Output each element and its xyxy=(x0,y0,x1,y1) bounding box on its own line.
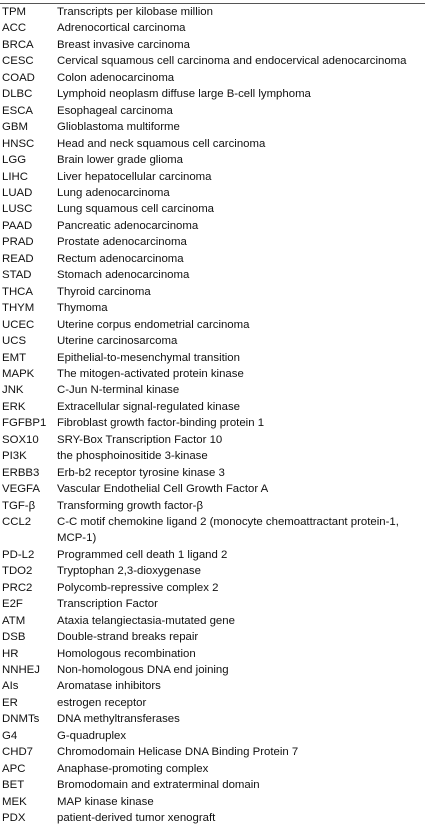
abbreviation-term: CCL2 xyxy=(2,516,32,529)
abbreviation-term: PDX xyxy=(2,812,26,825)
abbreviation-row xyxy=(0,613,425,629)
abbreviation-row xyxy=(0,678,425,694)
abbreviation-row xyxy=(0,53,425,69)
abbreviation-definition: MAP kinase kinase xyxy=(57,795,154,808)
abbreviation-term: JNK xyxy=(2,384,24,397)
abbreviation-definition: SRY-Box Transcription Factor 10 xyxy=(57,433,223,446)
abbreviation-row xyxy=(0,629,425,645)
abbreviation-row xyxy=(0,185,425,201)
abbreviation-row xyxy=(0,580,425,596)
abbreviation-definition: Lung adenocarcinoma xyxy=(57,186,170,199)
abbreviation-term: AIs xyxy=(2,680,19,693)
abbreviation-row xyxy=(0,777,425,793)
abbreviation-definition: Stomach adenocarcinoma xyxy=(57,269,190,282)
abbreviation-definition: Transcripts per kilobase million xyxy=(57,6,213,18)
abbreviation-term: G4 xyxy=(2,729,18,742)
abbreviation-term: LIHC xyxy=(2,170,28,183)
abbreviation-definition: Lymphoid neoplasm diffuse large B-cell lymphoma xyxy=(57,88,311,101)
abbreviation-term: PRC2 xyxy=(2,581,33,594)
abbreviation-row xyxy=(0,547,425,563)
abbreviation-row xyxy=(0,218,425,234)
abbreviation-row xyxy=(0,350,425,366)
abbreviation-row xyxy=(0,498,425,514)
abbreviation-definition: Esophageal carcinoma xyxy=(57,104,173,117)
abbreviation-row xyxy=(0,382,425,398)
abbreviation-row xyxy=(0,711,425,727)
abbreviation-term: DLBC xyxy=(2,88,33,101)
abbreviation-term: ATM xyxy=(2,614,26,627)
abbreviation-term: CHD7 xyxy=(2,746,34,759)
abbreviation-definition: Thyroid carcinoma xyxy=(57,285,151,298)
abbreviation-definition: The mitogen-activated protein kinase xyxy=(57,367,244,380)
abbreviation-term: PRAD xyxy=(2,236,34,249)
abbreviation-term: ERBB3 xyxy=(2,466,40,479)
abbreviation-row xyxy=(0,70,425,86)
abbreviation-term: FGFBP1 xyxy=(2,417,47,430)
abbreviation-row xyxy=(0,695,425,711)
abbreviation-definition: Chromodomain Helicase DNA Binding Protein 7 xyxy=(57,746,299,759)
abbreviation-term: EMT xyxy=(2,351,27,364)
abbreviation-term: THCA xyxy=(2,285,34,298)
abbreviation-row xyxy=(0,234,425,250)
abbreviation-definition: Adrenocortical carcinoma xyxy=(57,22,186,35)
abbreviation-term: LGG xyxy=(2,154,27,167)
abbreviation-term: TDO2 xyxy=(2,565,33,578)
abbreviation-definition: Epithelial-to-mesenchymal transition xyxy=(57,351,240,364)
abbreviation-definition: Bromodomain and extraterminal domain xyxy=(57,779,260,792)
abbreviation-definition: Breast invasive carcinoma xyxy=(57,38,190,51)
abbreviation-row xyxy=(0,201,425,217)
abbreviation-term: E2F xyxy=(2,598,23,611)
abbreviation-definition: Thymoma xyxy=(57,302,108,315)
abbreviation-row xyxy=(0,596,425,612)
abbreviation-term: PI3K xyxy=(2,450,27,463)
abbreviation-definition: C-C motif chemokine ligand 2 (monocyte chemoattractant protein-1, MCP-1) xyxy=(57,516,399,545)
abbreviation-row xyxy=(0,251,425,267)
abbreviation-row xyxy=(0,366,425,382)
abbreviation-row xyxy=(0,563,425,579)
abbreviation-definition: Prostate adenocarcinoma xyxy=(57,236,187,249)
abbreviation-term: SOX10 xyxy=(2,433,39,446)
abbreviation-row xyxy=(0,810,425,826)
abbreviation-row xyxy=(0,399,425,415)
abbreviation-definition: Ataxia telangiectasia-mutated gene xyxy=(57,614,235,627)
abbreviation-term: PD-L2 xyxy=(2,548,35,561)
abbreviation-term: ER xyxy=(2,696,18,709)
abbreviation-definition: Extracellular signal-regulated kinase xyxy=(57,400,240,413)
abbreviation-definition: Uterine corpus endometrial carcinoma xyxy=(57,318,250,331)
abbreviation-definition: Homologous recombination xyxy=(57,647,196,660)
abbreviation-term: TGF-β xyxy=(2,499,36,512)
abbreviation-row xyxy=(0,20,425,36)
abbreviation-term: LUAD xyxy=(2,186,33,199)
abbreviation-definition: Fibroblast growth factor-binding protein 1 xyxy=(57,417,265,430)
abbreviation-row xyxy=(0,465,425,481)
abbreviation-row xyxy=(0,119,425,135)
abbreviation-row xyxy=(0,514,425,547)
abbreviation-definition: Colon adenocarcinoma xyxy=(57,71,175,84)
abbreviation-term: COAD xyxy=(2,71,35,84)
abbreviation-definition: Anaphase-promoting complex xyxy=(57,762,209,775)
abbreviation-term: LUSC xyxy=(2,203,33,216)
abbreviation-definition: Double-strand breaks repair xyxy=(57,631,199,644)
abbreviation-row xyxy=(0,415,425,431)
abbreviation-term: VEGFA xyxy=(2,483,40,496)
abbreviation-term: THYM xyxy=(2,302,35,315)
abbreviation-definition: the phosphoinositide 3-kinase xyxy=(57,450,208,463)
abbreviation-term: UCEC xyxy=(2,318,35,331)
abbreviation-definition: Head and neck squamous cell carcinoma xyxy=(57,137,266,150)
abbreviation-row xyxy=(0,284,425,300)
abbreviation-definition: Pancreatic adenocarcinoma xyxy=(57,219,199,232)
abbreviation-row xyxy=(0,333,425,349)
abbreviation-term: DNMTs xyxy=(2,713,40,726)
abbreviation-row xyxy=(0,662,425,678)
abbreviation-row xyxy=(0,761,425,777)
abbreviation-term: APC xyxy=(2,762,26,775)
abbreviation-definition: DNA methyltransferases xyxy=(57,713,180,726)
abbreviation-term: BRCA xyxy=(2,38,34,51)
abbreviation-definition: patient-derived tumor xenograft xyxy=(57,812,216,825)
abbreviation-row xyxy=(0,448,425,464)
abbreviation-row xyxy=(0,267,425,283)
abbreviation-row xyxy=(0,728,425,744)
abbreviation-term: DSB xyxy=(2,631,26,644)
abbreviation-definition: Liver hepatocellular carcinoma xyxy=(57,170,212,183)
abbreviation-term: HNSC xyxy=(2,137,35,150)
abbreviation-term: MAPK xyxy=(2,367,35,380)
abbreviation-row xyxy=(0,432,425,448)
abbreviation-definition: Transforming growth factor-β xyxy=(57,499,204,512)
abbreviation-definition: Programmed cell death 1 ligand 2 xyxy=(57,548,228,561)
abbreviation-term: MEK xyxy=(2,795,27,808)
abbreviation-definition: C-Jun N-terminal kinase xyxy=(57,384,180,397)
abbreviation-row xyxy=(0,86,425,102)
abbreviation-row xyxy=(0,481,425,497)
abbreviation-row xyxy=(0,136,425,152)
abbreviation-definition: Glioblastoma multiforme xyxy=(57,121,180,134)
abbreviation-term: TPM xyxy=(2,6,27,18)
abbreviation-row xyxy=(0,37,425,53)
abbreviation-row xyxy=(0,646,425,662)
abbreviation-definition: Vascular Endothelial Cell Growth Factor A xyxy=(57,483,269,496)
abbreviation-definition: G-quadruplex xyxy=(57,729,127,742)
abbreviation-definition: Brain lower grade glioma xyxy=(57,154,183,167)
abbreviation-definition: Polycomb-repressive complex 2 xyxy=(57,581,219,594)
abbreviation-row xyxy=(0,794,425,810)
abbreviation-row xyxy=(0,152,425,168)
abbreviation-term: NNHEJ xyxy=(2,664,40,677)
abbreviation-definition: Transcription Factor xyxy=(57,598,158,611)
abbreviation-definition: Erb-b2 receptor tyrosine kinase 3 xyxy=(57,466,225,479)
abbreviation-row xyxy=(0,317,425,333)
abbreviation-term: GBM xyxy=(2,121,28,134)
abbreviation-row xyxy=(0,744,425,760)
abbreviation-definition: Aromatase inhibitors xyxy=(57,680,161,693)
abbreviation-term: ACC xyxy=(2,22,27,35)
abbreviation-definition: Cervical squamous cell carcinoma and endocervical adenocarcinoma xyxy=(57,55,407,68)
abbreviation-row xyxy=(0,4,425,20)
abbreviation-definition: estrogen receptor xyxy=(57,696,147,709)
abbreviation-term: BET xyxy=(2,779,25,792)
abbreviation-definition: Non-homologous DNA end joining xyxy=(57,664,229,677)
abbreviation-definition: Lung squamous cell carcinoma xyxy=(57,203,215,216)
abbreviation-row xyxy=(0,169,425,185)
abbreviation-term: HR xyxy=(2,647,19,660)
abbreviation-term: UCS xyxy=(2,335,27,348)
abbreviation-row xyxy=(0,300,425,316)
abbreviation-term: CESC xyxy=(2,55,34,68)
abbreviation-definition: Tryptophan 2,3-dioxygenase xyxy=(57,565,201,578)
abbreviation-term: READ xyxy=(2,252,34,265)
abbreviation-term: ERK xyxy=(2,400,26,413)
abbreviation-definition: Rectum adenocarcinoma xyxy=(57,252,184,265)
abbreviation-term: STAD xyxy=(2,269,32,282)
abbreviation-table xyxy=(0,3,425,827)
abbreviation-row xyxy=(0,103,425,119)
abbreviation-term: PAAD xyxy=(2,219,33,232)
abbreviation-definition: Uterine carcinosarcoma xyxy=(57,335,178,348)
abbreviation-term: ESCA xyxy=(2,104,34,117)
